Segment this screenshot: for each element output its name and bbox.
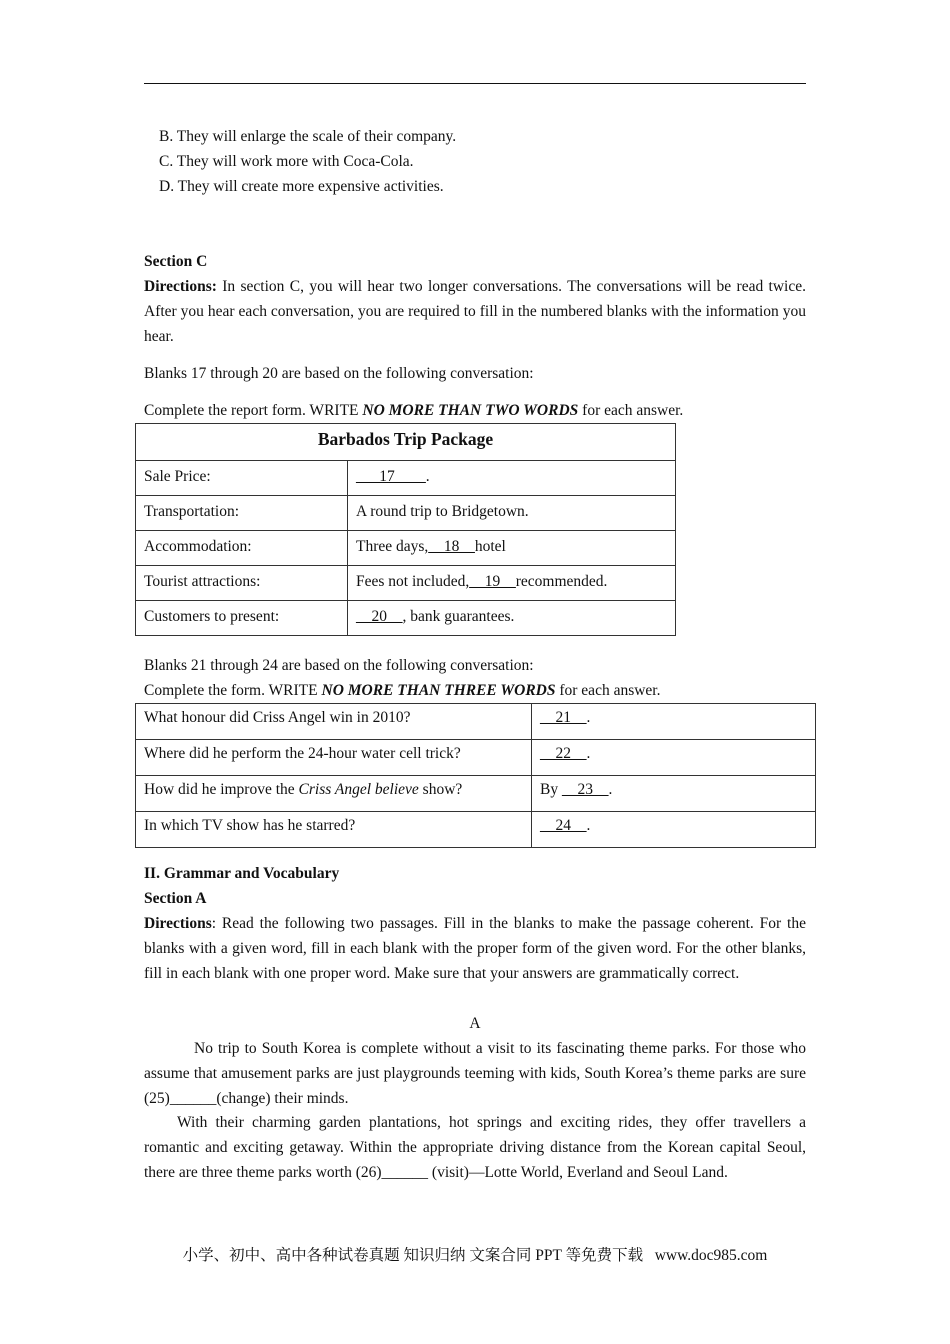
row-label: Sale Price: bbox=[136, 461, 348, 496]
table-row bbox=[136, 704, 816, 740]
option-d: D. They will create more expensive activities. bbox=[159, 178, 444, 195]
part1-instruction bbox=[144, 398, 806, 423]
question-text: What honour did Criss Angel win in 2010? bbox=[144, 709, 411, 726]
answer-blank-18[interactable]: __18__ bbox=[428, 538, 475, 555]
question-cell bbox=[136, 776, 532, 812]
part2-instruction bbox=[144, 678, 806, 703]
answer-prefix: By bbox=[540, 781, 562, 798]
barbados-trip-table bbox=[135, 423, 676, 636]
answer-suffix: . bbox=[586, 745, 591, 762]
question-text: Where did he perform the 24-hour water cell trick? bbox=[144, 745, 461, 762]
row-value bbox=[348, 566, 676, 601]
value-text-end: recommended. bbox=[515, 573, 608, 590]
footer-ad: 小学、初中、高中各种试卷真题 知识归纳 文案合同 PPT 等免费下载 www.doc985.com bbox=[182, 1247, 768, 1264]
question-cell bbox=[136, 740, 532, 776]
answer-blank-22[interactable]: __22__ bbox=[540, 745, 587, 762]
option-c: C. They will work more with Coca-Cola. bbox=[159, 153, 414, 170]
directions-text: : Read the following two passages. Fill in the blanks to make the passage coherent. For the blanks with a given word, fill in each blank with the proper form of the given word. For the other blanks, fill in each blank with one proper word. Make sure that your answers are grammatically correct. bbox=[144, 915, 806, 982]
row-label: Tourist attractions: bbox=[136, 566, 348, 601]
answer-blank-23[interactable]: __23__ bbox=[561, 781, 609, 798]
grammar-heading: II. Grammar and Vocabulary bbox=[144, 865, 340, 882]
value-text-end: hotel bbox=[474, 538, 506, 555]
table-row bbox=[136, 496, 676, 531]
row-value bbox=[348, 531, 676, 566]
question-text: How did he improve the bbox=[144, 781, 299, 798]
answer-suffix: . bbox=[586, 709, 591, 726]
value-text-end: , bank guarantees. bbox=[402, 608, 515, 625]
instruction-emphasis: NO MORE THAN THREE WORDS bbox=[321, 682, 556, 699]
answer-cell bbox=[532, 812, 816, 848]
answer-blank-24[interactable]: __24__ bbox=[540, 817, 587, 834]
header-rule bbox=[144, 83, 806, 84]
answer-suffix: . bbox=[586, 817, 591, 834]
grammar-section-title: Section A bbox=[144, 890, 207, 907]
row-label: Customers to present: bbox=[136, 601, 348, 636]
section-c-directions bbox=[144, 274, 806, 349]
table-row bbox=[136, 531, 676, 566]
table-row bbox=[136, 740, 816, 776]
answer-cell bbox=[532, 704, 816, 740]
grammar-directions bbox=[144, 911, 806, 986]
value-text-end: . bbox=[425, 468, 430, 485]
row-label: Accommodation: bbox=[136, 531, 348, 566]
question-text-end: show? bbox=[418, 781, 463, 798]
value-text: Fees not included, bbox=[356, 573, 470, 590]
instruction-text: Complete the report form. WRITE bbox=[144, 402, 363, 419]
instruction-text: Complete the form. WRITE bbox=[144, 682, 322, 699]
answer-blank-19[interactable]: __19__ bbox=[469, 573, 516, 590]
instruction-text-end: for each answer. bbox=[555, 682, 661, 699]
question-text: In which TV show has he starred? bbox=[144, 817, 356, 834]
passage-paragraph-1: No trip to South Korea is complete without a visit to its fascinating theme parks. For those who assume that amusement parks are just playgrounds teeming with kids, South Korea’s theme parks are sure (25)______(change) their minds. bbox=[144, 1040, 806, 1107]
row-label: Transportation: bbox=[136, 496, 348, 531]
instruction-text-end: for each answer. bbox=[578, 402, 684, 419]
row-value bbox=[348, 601, 676, 636]
row-value bbox=[348, 461, 676, 496]
table-row bbox=[136, 601, 676, 636]
directions-text: In section C, you will hear two longer conversations. The conversations will be read twice. After you hear each conversation, you are required to fill in the numbered blanks with the information you hear. bbox=[144, 278, 806, 345]
value-text: A round trip to Bridgetown. bbox=[356, 503, 529, 520]
option-b: B. They will enlarge the scale of their company. bbox=[159, 128, 457, 145]
part2-intro: Blanks 21 through 24 are based on the following conversation: bbox=[144, 657, 534, 674]
criss-angel-table bbox=[135, 703, 816, 848]
show-title: Criss Angel believe bbox=[298, 781, 419, 798]
value-text: Three days, bbox=[356, 538, 429, 555]
table-row bbox=[136, 566, 676, 601]
table-title: Barbados Trip Package bbox=[136, 424, 676, 461]
answer-blank-20[interactable]: __20__ bbox=[356, 608, 403, 625]
passage-paragraph-2: With their charming garden plantations, hot springs and exciting rides, they offer travellers a romantic and exciting getaway. Within the appropriate driving distance from the Korean capital Seoul, there are three theme parks worth (26)______ (visit)—Lotte World, Everland and Seoul Land. bbox=[144, 1114, 806, 1181]
row-value bbox=[348, 496, 676, 531]
table-row bbox=[136, 812, 816, 848]
question-cell bbox=[136, 812, 532, 848]
answer-suffix: . bbox=[608, 781, 613, 798]
passage-label: A bbox=[469, 1015, 481, 1032]
directions-label: Directions bbox=[144, 915, 212, 932]
table-row bbox=[136, 461, 676, 496]
answer-cell bbox=[532, 740, 816, 776]
answer-cell bbox=[532, 776, 816, 812]
question-cell bbox=[136, 704, 532, 740]
directions-label: Directions: bbox=[144, 278, 217, 295]
answer-blank-21[interactable]: __21__ bbox=[540, 709, 587, 726]
instruction-emphasis: NO MORE THAN TWO WORDS bbox=[362, 402, 579, 419]
section-c-title: Section C bbox=[144, 253, 208, 270]
part1-intro: Blanks 17 through 20 are based on the following conversation: bbox=[144, 365, 534, 382]
table-row bbox=[136, 776, 816, 812]
table-header-row bbox=[136, 424, 676, 461]
answer-blank-17[interactable]: ___17____ bbox=[356, 468, 426, 485]
